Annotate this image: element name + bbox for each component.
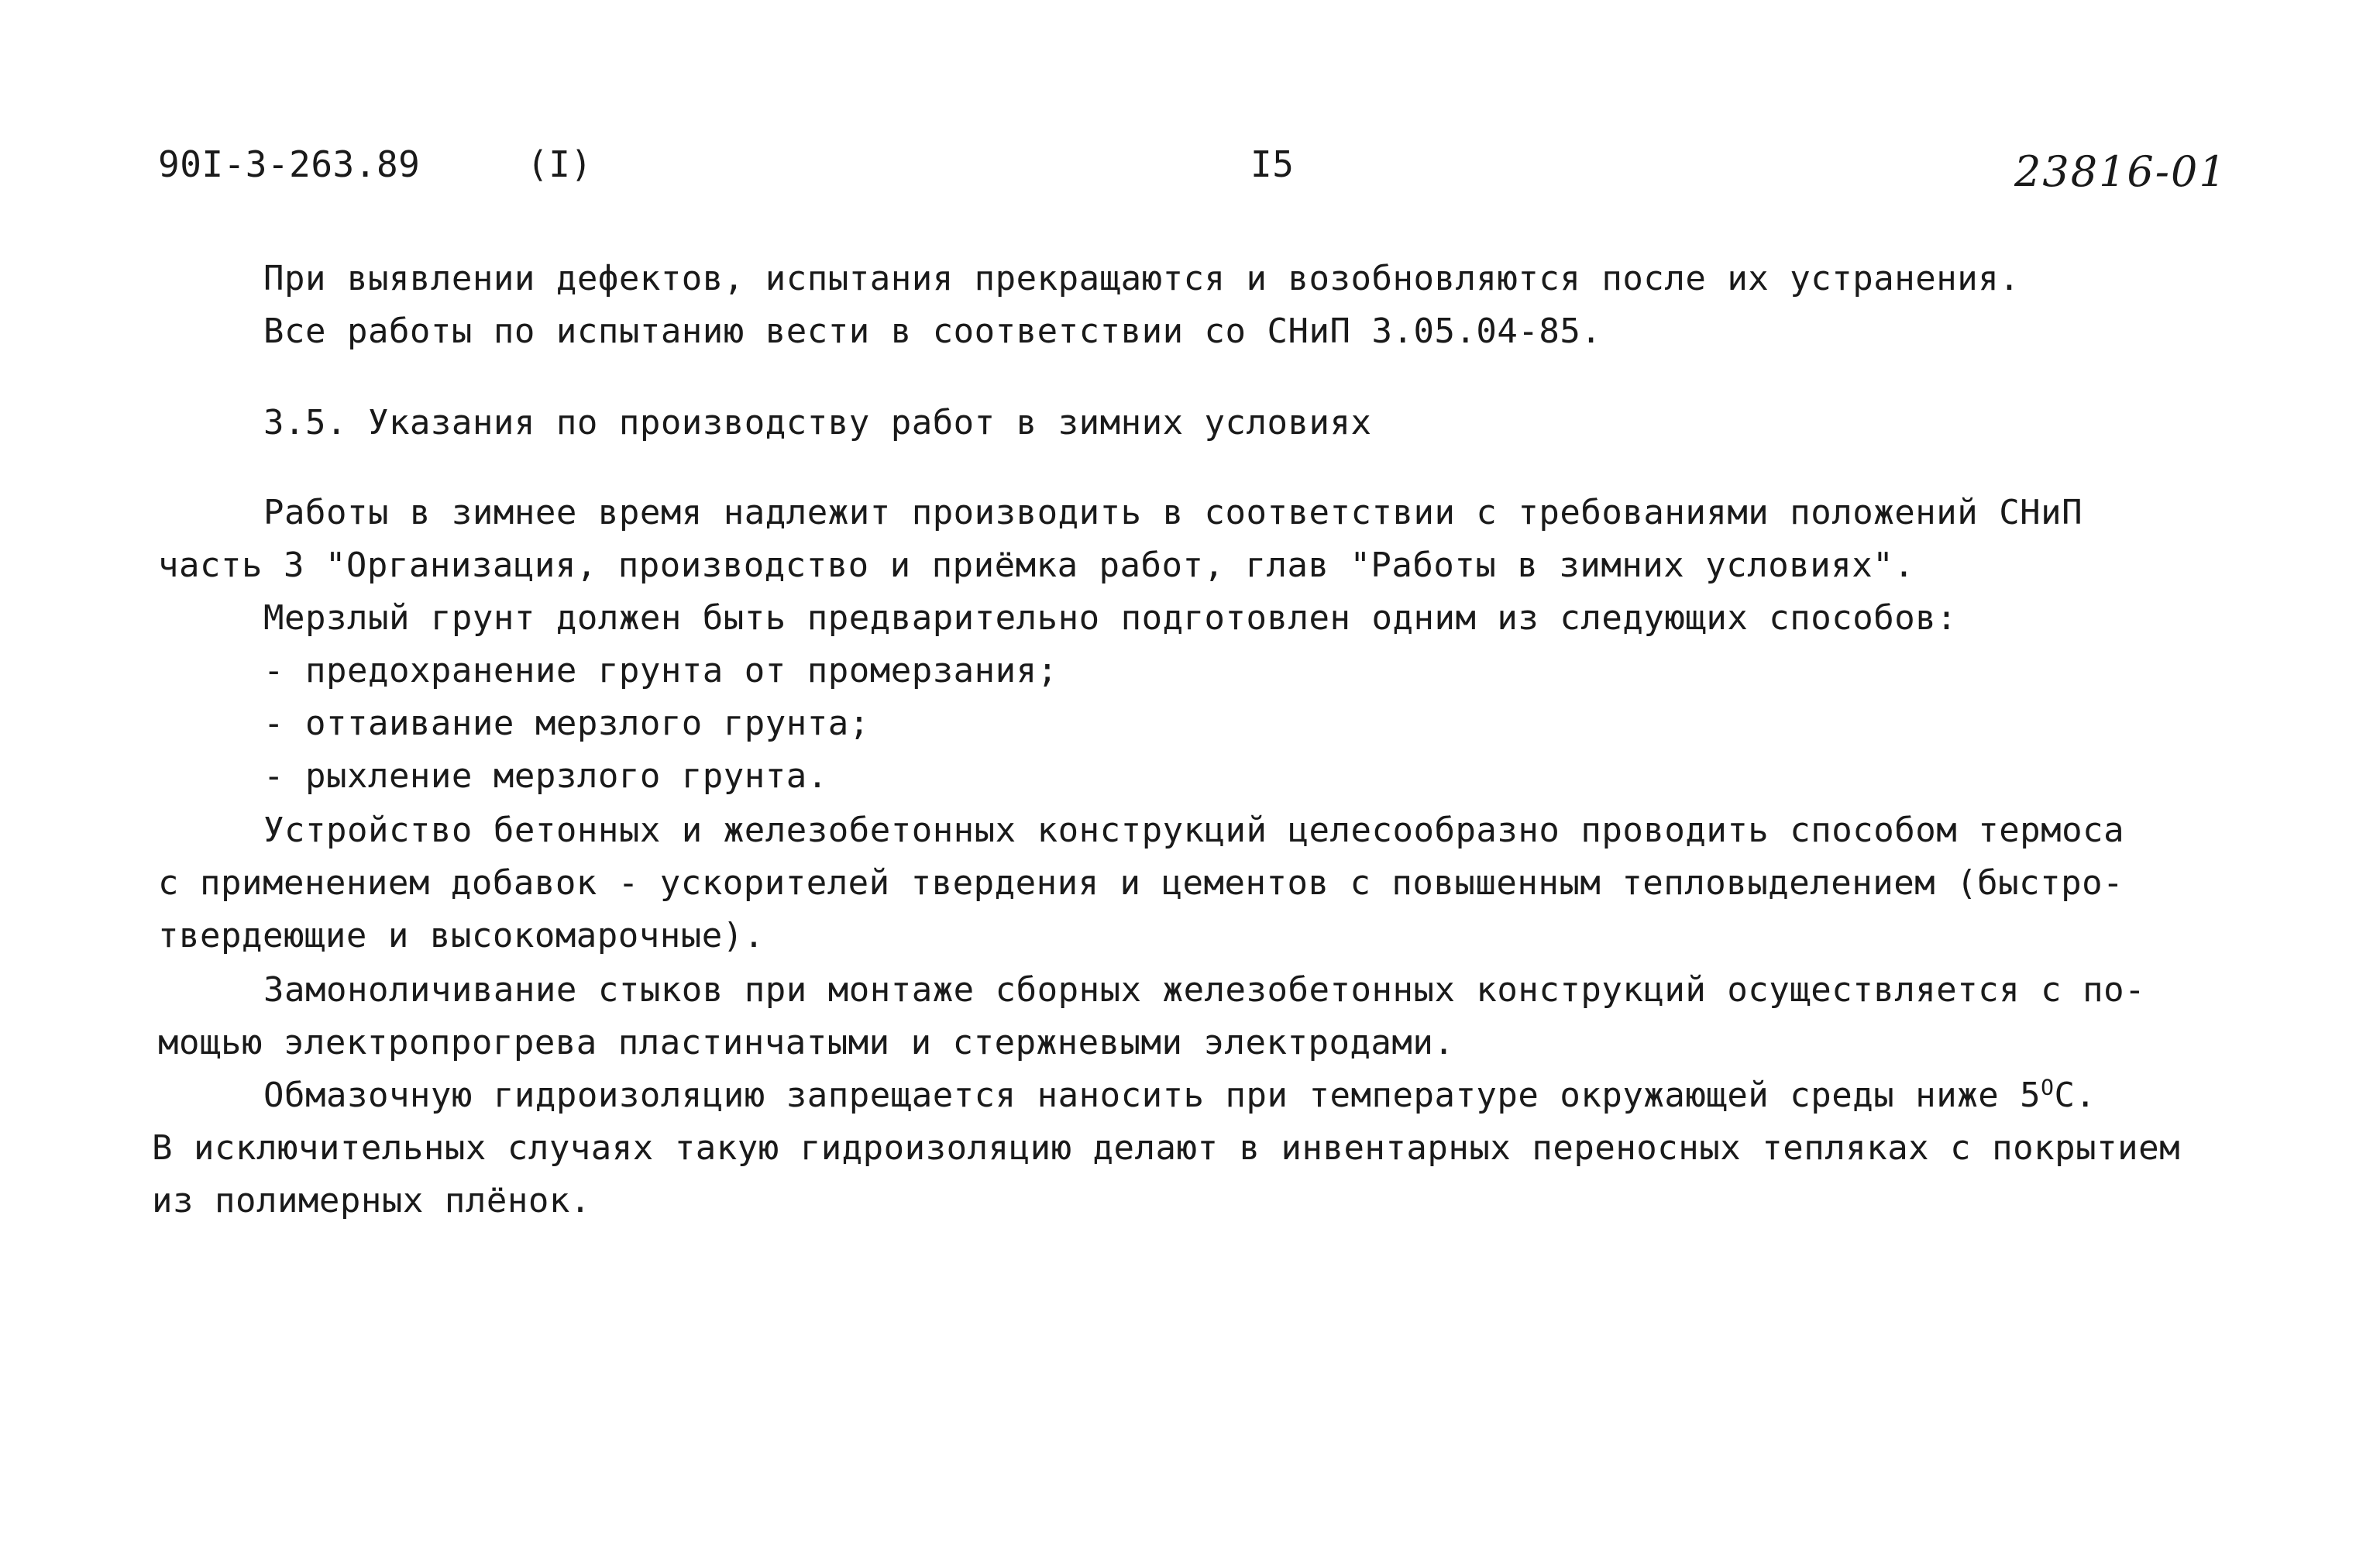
section-heading: 3.5. Указания по производству работ в зимних условиях: [263, 403, 1372, 442]
page-number: I5: [1250, 143, 1295, 185]
paragraph-line: твердеющие и высокомарочные).: [158, 916, 765, 955]
paragraph-line: В исключительных случаях такую гидроизоляцию делают в инвентарных переносных тепляках с покрытием: [152, 1128, 2181, 1168]
handwritten-inventory-number: 23816-01: [2014, 147, 2227, 196]
paragraph-line: При выявлении дефектов, испытания прекращаются и возобновляются после их устранения.: [263, 259, 2021, 298]
doc-part: (I): [527, 143, 593, 185]
paragraph-line: мощью электропрогрева пластинчатыми и стержневыми электродами.: [158, 1023, 1455, 1062]
paragraph-line: Все работы по испытанию вести в соответствии со СНиП 3.05.04-85.: [263, 312, 1602, 351]
paragraph-line: Мерзлый грунт должен быть предварительно подготовлен одним из следующих способов:: [263, 598, 1958, 638]
paragraph-text: Обмазочную гидроизоляцию запрещается наносить при температуре окружающей среды ниже 5: [263, 1076, 2041, 1115]
doc-code: 90I-3-263.89: [158, 143, 421, 185]
paragraph-line: Устройство бетонных и железобетонных конструкций целесообразно проводить способом термоса: [263, 811, 2125, 850]
paragraph-line: Замоноличивание стыков при монтаже сборных железобетонных конструкций осуществляется с по-: [263, 970, 2146, 1010]
paragraph-line: [263, 1072, 2096, 1119]
list-item: - оттаивание мерзлого грунта;: [263, 704, 870, 743]
paragraph-line: с применением добавок - ускорителей твердения и цементов с повышенным тепловыделением (быстро-: [158, 863, 2124, 903]
paragraph-text: С.: [2054, 1076, 2096, 1115]
list-item: - рыхление мерзлого грунта.: [263, 756, 828, 796]
list-item: - предохранение грунта от промерзания;: [263, 651, 1058, 690]
degree-superscript: О: [2041, 1074, 2055, 1100]
paragraph-line: из полимерных плёнок.: [152, 1181, 591, 1220]
paragraph-line: Работы в зимнее время надлежит производить в соответствии с требованиями положений СНиП: [263, 493, 2083, 532]
paragraph-line: часть 3 "Организация, производство и приёмка работ, глав "Работы в зимних условиях".: [158, 546, 1915, 585]
